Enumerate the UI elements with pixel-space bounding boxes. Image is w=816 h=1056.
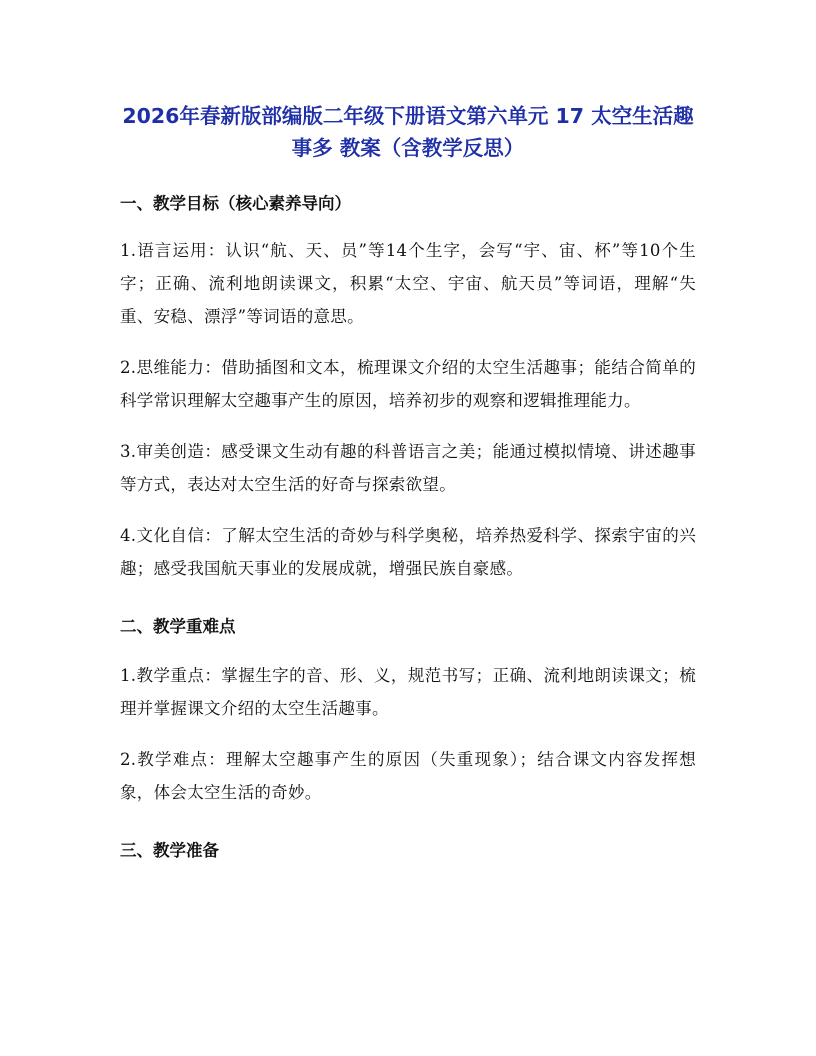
section-heading-preparation: 三、教学准备	[120, 841, 219, 860]
section-heading-key-difficult-points: 二、教学重难点	[120, 617, 236, 636]
document-title: 2026年春新版部编版二年级下册语文第六单元 17 太空生活趣事多 教案（含教学反思）	[122, 104, 694, 160]
paragraph-cultural-confidence: 4.文化自信：了解太空生活的奇妙与科学奥秘，培养热爱科学、探索宇宙的兴趣；感受我国航天事业的发展成就，增强民族自豪感。	[120, 526, 696, 578]
paragraph-teaching-difficulty: 2.教学难点：理解太空趣事产生的原因（失重现象）；结合课文内容发挥想象，体会太空生活的奇妙。	[120, 750, 696, 802]
paragraph-language-use: 1.语言运用：认识“航、天、员”等14个生字，会写“宇、宙、杯”等10个生字；正确、流利地朗读课文，积累“太空、宇宙、航天员”等词语，理解“失重、安稳、漂浮”等词语的意思。	[120, 241, 696, 326]
section-heading-objectives: 一、教学目标（核心素养导向）	[120, 194, 351, 213]
paragraph-teaching-focus: 1.教学重点：掌握生字的音、形、义，规范书写；正确、流利地朗读课文；梳理并掌握课文介绍的太空生活趣事。	[120, 666, 696, 718]
paragraph-thinking-ability: 2.思维能力：借助插图和文本，梳理课文介绍的太空生活趣事；能结合简单的科学常识理解太空趣事产生的原因，培养初步的观察和逻辑推理能力。	[120, 358, 696, 410]
paragraph-aesthetic-creation: 3.审美创造：感受课文生动有趣的科普语言之美；能通过模拟情境、讲述趣事等方式，表达对太空生活的好奇与探索欲望。	[120, 442, 696, 494]
